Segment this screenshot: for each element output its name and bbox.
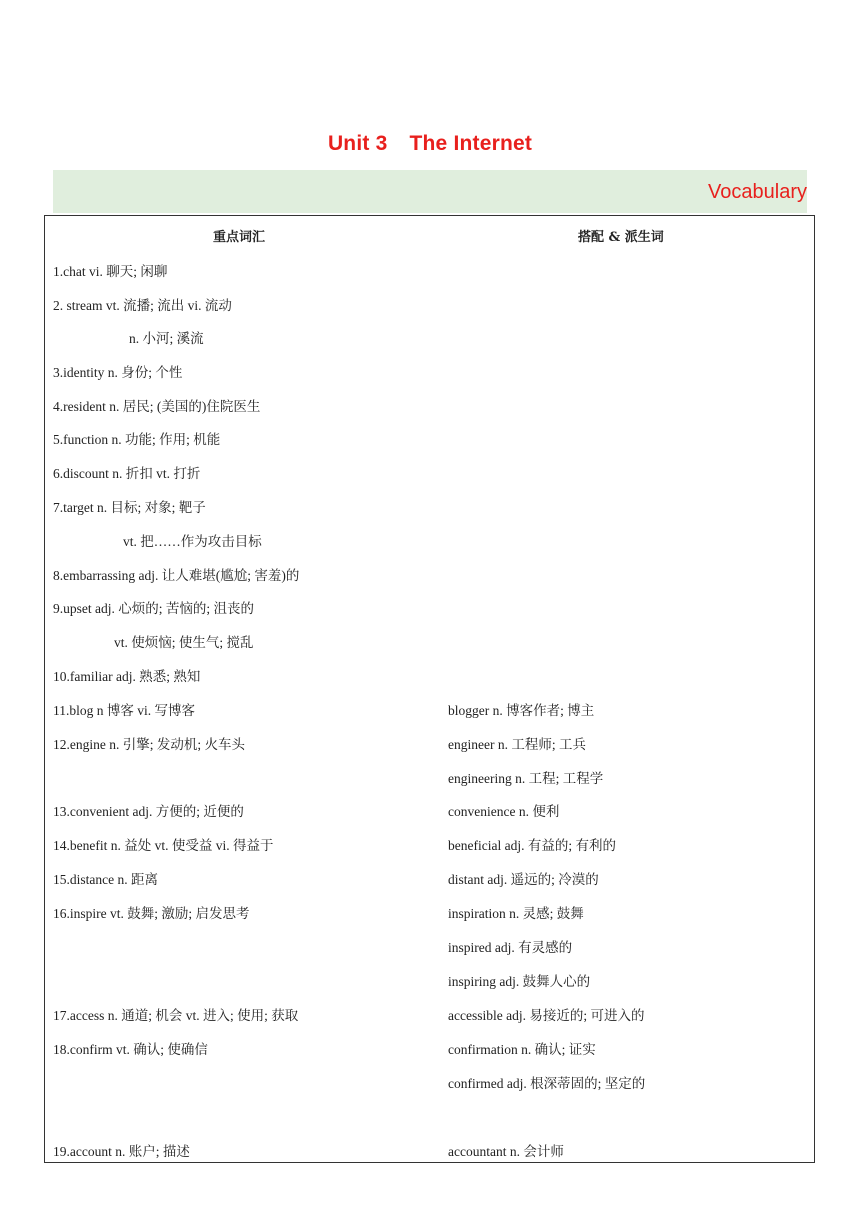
derivative-entry: beneficial adj. 有益的; 有利的: [448, 838, 616, 853]
table-row: [45, 631, 814, 653]
vocab-entry: 19.account n. 账户; 描述: [53, 1144, 190, 1159]
table-row: [45, 496, 814, 518]
table-row: [45, 665, 814, 687]
table-row: [45, 294, 814, 316]
table-row: [45, 1004, 814, 1026]
table-row: [45, 564, 814, 586]
derivative-entry: inspired adj. 有灵感的: [448, 940, 573, 955]
derivative-entry: blogger n. 博客作者; 博主: [448, 703, 595, 718]
vocab-entry: 2. stream vt. 流播; 流出 vi. 流动: [53, 298, 232, 313]
derivative-entry: accountant n. 会计师: [448, 1144, 564, 1159]
table-row: [45, 361, 814, 383]
section-label: Vocabulary: [708, 181, 807, 203]
table-row: [45, 395, 814, 417]
derivative-entry: confirmed adj. 根深蒂固的; 坚定的: [448, 1076, 646, 1091]
vocab-entry: n. 小河; 溪流: [129, 331, 204, 346]
vocab-entry: 16.inspire vt. 鼓舞; 激励; 启发思考: [53, 906, 250, 921]
table-row: [45, 902, 814, 924]
table-row: [45, 260, 814, 282]
derivative-entry: convenience n. 便利: [448, 804, 560, 819]
vocab-entry: 17.access n. 通道; 机会 vt. 进入; 使用; 获取: [53, 1008, 299, 1023]
vocab-entry: 11.blog n 博客 vi. 写博客: [53, 703, 196, 718]
vocab-entry: 14.benefit n. 益处 vt. 使受益 vi. 得益于: [53, 838, 274, 853]
table-row: [45, 1140, 814, 1162]
table-row: [45, 1072, 814, 1094]
derivative-entry: accessible adj. 易接近的; 可进入的: [448, 1008, 645, 1023]
vocab-entry: 4.resident n. 居民; (美国的)住院医生: [53, 399, 261, 414]
vocab-entry: 7.target n. 目标; 对象; 靶子: [53, 500, 206, 515]
table-row: [45, 597, 814, 619]
table-row: [45, 1038, 814, 1060]
derivative-entry: engineer n. 工程师; 工兵: [448, 737, 586, 752]
vocab-entry: vt. 使烦恼; 使生气; 搅乱: [114, 635, 254, 650]
vocab-entry: 8.embarrassing adj. 让人难堪(尴尬; 害羞)的: [53, 568, 300, 583]
derivative-entry: engineering n. 工程; 工程学: [448, 771, 604, 786]
header-key-vocabulary: 重点词汇: [213, 230, 266, 245]
vocab-entry: vt. 把……作为攻击目标: [123, 534, 262, 549]
derivative-entry: inspiration n. 灵感; 鼓舞: [448, 906, 584, 921]
table-row: [45, 530, 814, 552]
page-title: [0, 132, 860, 156]
vocab-entry: 12.engine n. 引擎; 发动机; 火车头: [53, 737, 245, 752]
table-row: [45, 428, 814, 450]
vocab-entry: 10.familiar adj. 熟悉; 熟知: [53, 669, 201, 684]
vocab-entry: 1.chat vi. 聊天; 闲聊: [53, 264, 168, 279]
table-row: [45, 699, 814, 721]
vocab-entry: 6.discount n. 折扣 vt. 打折: [53, 466, 201, 481]
derivative-entry: inspiring adj. 鼓舞人心的: [448, 974, 591, 989]
section-band: [53, 170, 807, 213]
table-row: [45, 767, 814, 789]
vocab-entry: 5.function n. 功能; 作用; 机能: [53, 432, 221, 447]
header-collocations-derivatives: 搭配 & 派生词: [578, 230, 664, 245]
derivative-entry: distant adj. 遥远的; 冷漠的: [448, 872, 599, 887]
vocab-entry: 18.confirm vt. 确认; 使确信: [53, 1042, 208, 1057]
table-row: [45, 800, 814, 822]
vocab-entry: 3.identity n. 身份; 个性: [53, 365, 183, 380]
table-row: [45, 733, 814, 755]
title-topic: The Internet: [409, 132, 533, 155]
table-row: [45, 970, 814, 992]
vocab-entry: 15.distance n. 距离: [53, 872, 158, 887]
vocab-entry: 13.convenient adj. 方便的; 近便的: [53, 804, 244, 819]
table-row: [45, 327, 814, 349]
table-row: [45, 868, 814, 890]
vocab-entry: 9.upset adj. 心烦的; 苦恼的; 沮丧的: [53, 601, 254, 616]
table-row: [45, 462, 814, 484]
title-unit: Unit 3: [327, 132, 388, 155]
table-row: [45, 1106, 814, 1128]
table-row: [45, 834, 814, 856]
derivative-entry: confirmation n. 确认; 证实: [448, 1042, 596, 1057]
vocabulary-table: [44, 215, 815, 1163]
table-row: [45, 936, 814, 958]
